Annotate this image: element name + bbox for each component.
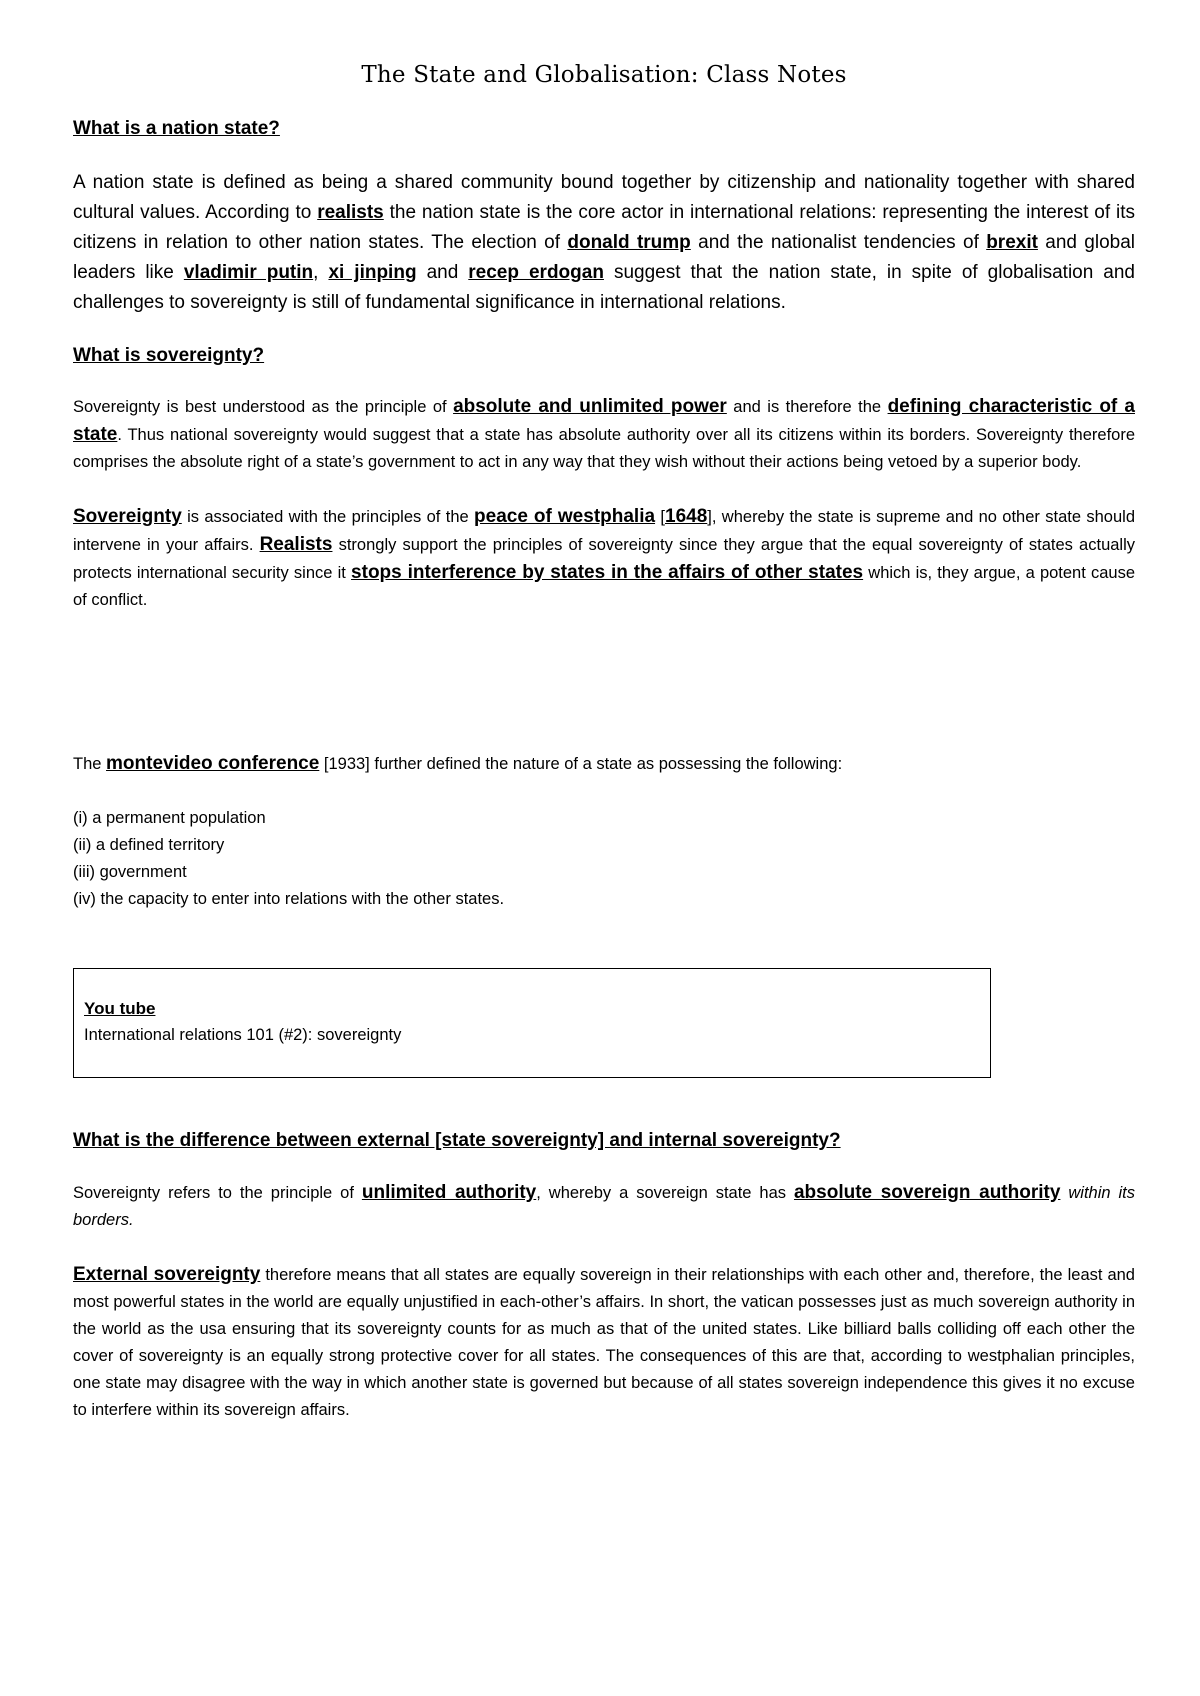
keyword-absolute-sovereign-authority: absolute sovereign authority xyxy=(793,1182,1061,1203)
text: therefore means that all states are equally sovereign in their relationships with each other and, therefore, the least and most powerful states in the world are equally unjustified in each-other’s affairs. In short, the vatican possesses just as much sovereign authority in the world as the usa ensuring that its sovereignty counts for as much as that of the united states. Like billiard balls colliding off each other the cover of sovereignty is an equally strong protective cover for all states. The consequences of this are that, according to westphalian principles, one state may disagree with the way in which another state is governed but because of all states sovereign independence this gives it no excuse to interfere within its sovereign affairs. xyxy=(73,1266,1135,1419)
keyword-realists: Realists xyxy=(259,534,333,555)
youtube-video-title: International relations 101 (#2): sovereignty xyxy=(84,1026,402,1044)
document-page xyxy=(73,62,1135,1424)
text: , xyxy=(313,262,329,283)
text: [ xyxy=(655,508,665,526)
text: The xyxy=(73,755,107,773)
keyword-defining-characteristic: defining characteristic of a state xyxy=(73,396,1135,445)
paragraph-westphalia xyxy=(73,503,1135,614)
text: [1933] further defined the nature of a state as possessing the following: xyxy=(319,755,843,773)
text: ], whereby the state is supreme and no other state should intervene in your affairs. xyxy=(73,508,1135,554)
keyword-absolute-power: absolute and unlimited power xyxy=(453,396,727,417)
paragraph-nation-state xyxy=(73,168,1135,318)
list-item: (iv) the capacity to enter into relations with the other states. xyxy=(73,890,505,908)
heading-nation-state: What is a nation state? xyxy=(73,118,280,139)
keyword-unlimited-authority: unlimited authority xyxy=(361,1182,537,1203)
list-item: (i) a permanent population xyxy=(73,809,266,827)
page-title: The State and Globalisation: Class Notes xyxy=(361,62,847,88)
keyword-xi-jinping: xi jinping xyxy=(328,262,417,283)
text: within its borders. xyxy=(73,1184,1135,1229)
text: , whereby a sovereign state has xyxy=(536,1184,794,1202)
text: and xyxy=(416,262,469,283)
keyword-stops-interference: stops interference by states in the affairs of other states xyxy=(351,562,864,583)
text: and the nationalist tendencies of xyxy=(690,232,987,253)
state-criteria-list xyxy=(73,805,1135,913)
keyword-sovereignty: Sovereignty xyxy=(73,506,182,527)
text: and is therefore the xyxy=(726,398,888,416)
youtube-reference-box xyxy=(73,968,991,1078)
youtube-title: You tube xyxy=(84,999,156,1018)
paragraph-unlimited-authority xyxy=(73,1179,1135,1234)
heading-sovereignty: What is sovereignty? xyxy=(73,345,265,366)
keyword-vladimir-putin: vladimir putin xyxy=(183,262,314,283)
keyword-external-sovereignty: External sovereignty xyxy=(73,1264,261,1285)
keyword-1648: 1648 xyxy=(665,506,708,527)
text: the nation state is the core actor in international relations: representing the interest of its citizens in relation to other nation states. The election of xyxy=(73,202,1135,253)
list-item: (ii) a defined territory xyxy=(73,836,225,854)
heading-external-internal-sovereignty: What is the difference between external [state sovereignty] and internal sovereignty? xyxy=(73,1130,841,1151)
text: . Thus national sovereignty would suggest that a state has absolute authority over all its citizens within its borders. Sovereignty therefore comprises the absolute right of a state’s government to act in any way that they wish without their actions being vetoed by a superior body. xyxy=(73,426,1135,471)
text: Sovereignty refers to the principle of xyxy=(73,1184,362,1202)
text: suggest that the nation state, in spite of globalisation and challenges to sovereignty is still of fundamental significance in international relations. xyxy=(73,262,1136,313)
keyword-brexit: brexit xyxy=(986,232,1038,253)
text: Sovereignty is best understood as the principle of xyxy=(73,398,454,416)
text: strongly support the principles of sovereignty since they argue that the equal sovereignty of states actually protects international security since it xyxy=(73,536,1136,582)
keyword-realists: realists xyxy=(317,202,384,223)
keyword-donald-trump: donald trump xyxy=(567,232,691,253)
paragraph-external-sovereignty xyxy=(73,1261,1135,1424)
paragraph-sovereignty-definition xyxy=(73,393,1135,476)
keyword-montevideo-conference: montevideo conference xyxy=(106,753,320,774)
text: A nation state is defined as being a shared community bound together by citizenship and nationality together with shared cultural values. According to xyxy=(73,172,1135,223)
list-item: (iii) government xyxy=(73,863,187,881)
text: is associated with the principles of the xyxy=(181,508,475,526)
text: and global leaders like xyxy=(73,232,1136,283)
keyword-recep-erdogan: recep erdogan xyxy=(468,262,604,283)
paragraph-montevideo xyxy=(73,750,1135,778)
text: which is, they argue, a potent cause of conflict. xyxy=(73,564,1136,609)
keyword-peace-of-westphalia: peace of westphalia xyxy=(474,506,656,527)
